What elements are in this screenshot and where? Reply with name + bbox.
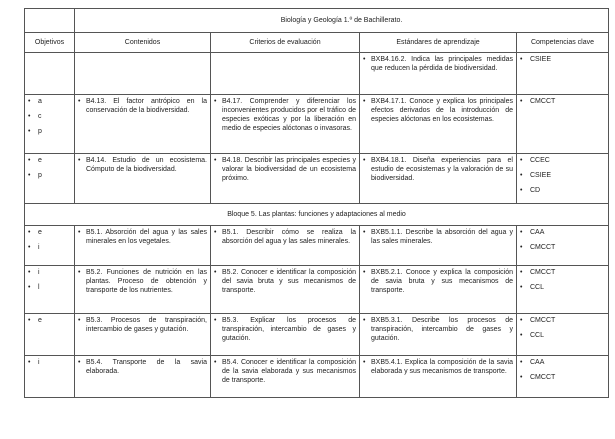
- competencia-item: • CMCCT: [520, 373, 605, 382]
- contenidos-item: [78, 97, 207, 115]
- curriculum-table: [24, 8, 609, 398]
- cell-contenidos: [75, 95, 211, 154]
- estandares-item: [363, 228, 513, 246]
- estandares-text: BXB5.3.1. Describe los procesos de transpiración, intercambio de gases y gutación.: [371, 317, 513, 342]
- criterios-text: B5.1. Describir cómo se realiza la absorción del agua y las sales minerales.: [222, 229, 356, 245]
- competencia-item: • CAA: [520, 358, 605, 367]
- criterios-text: B5.2. Conocer e identificar la composición del savia bruta y sus mecanismos de transporte.: [222, 269, 356, 294]
- criterios-text: B5.3. Explicar los procesos de transpiración, intercambio de gases y gutación.: [222, 317, 356, 342]
- bullet-icon: •: [214, 359, 217, 366]
- cell-criterios: [211, 53, 360, 95]
- header-row: [25, 33, 609, 53]
- cell-competencias: [517, 314, 609, 356]
- cell-criterios: [211, 226, 360, 266]
- competencia-item: • CMCCT: [520, 243, 605, 252]
- competencia-item: • CD: [520, 186, 605, 195]
- contenidos-item: [78, 156, 207, 174]
- competencia-item: • CAA: [520, 228, 605, 237]
- contenidos-text: B5.1. Absorción del agua y las sales minerales en los vegetales.: [86, 229, 207, 245]
- estandares-text: BXB4.18.1. Diseña experiencias para el estudio de ecosistemas y la valoración de su biodiversidad.: [371, 157, 513, 182]
- estandares-item: [363, 156, 513, 183]
- estandares-text: BXB5.1.1. Describe la absorción del agua y las sales minerales.: [371, 229, 513, 245]
- cell-competencias: [517, 266, 609, 314]
- estandares-item: [363, 358, 513, 376]
- cell-contenidos: [75, 226, 211, 266]
- objetivos-list: [28, 358, 71, 367]
- cell-objetivos: [25, 154, 75, 204]
- curriculum-document: [24, 8, 608, 398]
- bullet-icon: •: [214, 269, 217, 276]
- cell-contenidos: [75, 266, 211, 314]
- competencia-item: • CCEC: [520, 156, 605, 165]
- objetivo-item: • e: [28, 228, 71, 237]
- table-row: [25, 154, 609, 204]
- criterios-item: [214, 316, 356, 343]
- cell-estandares: [360, 226, 517, 266]
- estandares-item: [363, 97, 513, 124]
- title-blank-cell: [25, 9, 75, 33]
- cell-objetivos: [25, 226, 75, 266]
- contenidos-text: B4.13. El factor antrópico en la conservación de la biodiversidad.: [86, 98, 207, 114]
- criterios-item: [214, 228, 356, 246]
- header-objetivos: Objetivos: [25, 33, 75, 53]
- cell-competencias: [517, 53, 609, 95]
- objetivo-item: • i: [28, 243, 71, 252]
- cell-estandares: [360, 356, 517, 398]
- cell-criterios: [211, 314, 360, 356]
- competencia-item: • CSIEE: [520, 55, 605, 64]
- bullet-icon: •: [363, 229, 366, 236]
- bullet-icon: •: [363, 157, 366, 164]
- estandares-text: BXB4.16.2. Indica las principales medidas que reducen la pérdida de biodiversidad.: [371, 56, 513, 72]
- contenidos-item: [78, 268, 207, 295]
- objetivo-item: • c: [28, 112, 71, 121]
- competencias-list: [520, 55, 605, 64]
- contenidos-item: [78, 358, 207, 376]
- objetivo-item: • i: [28, 358, 71, 367]
- bullet-icon: •: [363, 359, 366, 366]
- cell-criterios: [211, 356, 360, 398]
- contenidos-text: B5.4. Transporte de la savia elaborada.: [86, 359, 207, 375]
- header-contenidos: Contenidos: [75, 33, 211, 53]
- header-criterios: Criterios de evaluación: [211, 33, 360, 53]
- competencia-item: • CMCCT: [520, 316, 605, 325]
- block4-rows: [25, 53, 609, 204]
- document-title: Biología y Geología 1.º de Bachillerato.: [75, 9, 609, 33]
- contenidos-text: B4.14. Estudio de un ecosistema. Cómputo de la biodiversidad.: [86, 157, 207, 173]
- table-row: [25, 226, 609, 266]
- bullet-icon: •: [214, 157, 217, 164]
- estandares-text: BXB5.4.1. Explica la composición de la savia elaborada y sus mecanismos de transporte.: [371, 359, 513, 375]
- cell-competencias: [517, 154, 609, 204]
- bullet-icon: •: [363, 317, 366, 324]
- bullet-icon: •: [214, 98, 217, 105]
- cell-objetivos: [25, 53, 75, 95]
- cell-estandares: [360, 154, 517, 204]
- bullet-icon: •: [78, 269, 81, 276]
- bullet-icon: •: [214, 317, 217, 324]
- objetivos-list: [28, 228, 71, 252]
- bullet-icon: •: [214, 229, 217, 236]
- cell-estandares: [360, 95, 517, 154]
- competencias-list: [520, 97, 605, 106]
- bullet-icon: •: [363, 98, 366, 105]
- cell-contenidos: [75, 356, 211, 398]
- estandares-item: [363, 55, 513, 73]
- contenidos-item: [78, 316, 207, 334]
- competencias-list: [520, 228, 605, 252]
- competencia-item: • CCL: [520, 331, 605, 340]
- criterios-text: B4.18. Describir las principales especies y valorar la biodiversidad de un ecosistema próximo.: [222, 157, 356, 182]
- objetivo-item: • p: [28, 171, 71, 180]
- competencias-list: [520, 268, 605, 292]
- objetivo-item: • l: [28, 283, 71, 292]
- bloque-heading: Bloque 5. Las plantas: funciones y adaptaciones al medio: [25, 204, 609, 226]
- criterios-text: B4.17. Comprender y diferenciar los inconvenientes producidos por el tráfico de especies exóticas y por la liberación en medio de especies alóctonas o invasoras.: [222, 98, 356, 132]
- criterios-text: B5.4. Conocer e identificar la composición de la savia elaborada y sus mecanismos de transporte.: [222, 359, 356, 384]
- bullet-icon: •: [78, 317, 81, 324]
- cell-objetivos: [25, 266, 75, 314]
- competencia-item: • CCL: [520, 283, 605, 292]
- bullet-icon: •: [78, 157, 81, 164]
- table-row: [25, 314, 609, 356]
- contenidos-text: B5.3. Procesos de transpiración, intercambio de gases y gutación.: [86, 317, 207, 333]
- competencia-item: • CMCCT: [520, 97, 605, 106]
- objetivos-list: [28, 97, 71, 136]
- objetivo-item: • p: [28, 127, 71, 136]
- bullet-icon: •: [363, 269, 366, 276]
- cell-criterios: [211, 95, 360, 154]
- cell-objetivos: [25, 95, 75, 154]
- bloque-row: [25, 204, 609, 226]
- contenidos-text: B5.2. Funciones de nutrición en las plantas. Proceso de obtención y transporte de los nutrientes.: [86, 269, 207, 294]
- estandares-item: [363, 316, 513, 343]
- criterios-item: [214, 358, 356, 385]
- cell-competencias: [517, 356, 609, 398]
- bullet-icon: •: [78, 229, 81, 236]
- objetivos-list: [28, 316, 71, 325]
- bullet-icon: •: [78, 359, 81, 366]
- table-row: [25, 53, 609, 95]
- competencias-list: [520, 156, 605, 195]
- objetivos-list: [28, 268, 71, 292]
- estandares-text: BXB5.2.1. Conoce y explica la composición de savia bruta y sus mecanismos de transporte.: [371, 269, 513, 294]
- table-row: [25, 266, 609, 314]
- objetivo-item: • a: [28, 97, 71, 106]
- competencias-list: [520, 358, 605, 382]
- cell-competencias: [517, 226, 609, 266]
- competencia-item: • CMCCT: [520, 268, 605, 277]
- criterios-item: [214, 268, 356, 295]
- cell-objetivos: [25, 314, 75, 356]
- cell-criterios: [211, 154, 360, 204]
- objetivo-item: • i: [28, 268, 71, 277]
- cell-contenidos: [75, 53, 211, 95]
- criterios-item: [214, 97, 356, 133]
- estandares-text: BXB4.17.1. Conoce y explica los principales efectos derivados de la introducción de especies alóctonas en los ecosistemas.: [371, 98, 513, 123]
- objetivo-item: • e: [28, 316, 71, 325]
- cell-contenidos: [75, 154, 211, 204]
- competencia-item: • CSIEE: [520, 171, 605, 180]
- cell-objetivos: [25, 356, 75, 398]
- table-row: [25, 356, 609, 398]
- bullet-icon: •: [78, 98, 81, 105]
- estandares-item: [363, 268, 513, 295]
- objetivo-item: • e: [28, 156, 71, 165]
- cell-criterios: [211, 266, 360, 314]
- cell-estandares: [360, 53, 517, 95]
- title-row: [25, 9, 609, 33]
- cell-contenidos: [75, 314, 211, 356]
- bullet-icon: •: [363, 56, 366, 63]
- header-estandares: Estándares de aprendizaje: [360, 33, 517, 53]
- competencias-list: [520, 316, 605, 340]
- contenidos-item: [78, 228, 207, 246]
- block5-rows: [25, 226, 609, 398]
- header-competencias: Competencias clave: [517, 33, 609, 53]
- cell-estandares: [360, 266, 517, 314]
- cell-competencias: [517, 95, 609, 154]
- criterios-item: [214, 156, 356, 183]
- table-row: [25, 95, 609, 154]
- cell-estandares: [360, 314, 517, 356]
- objetivos-list: [28, 156, 71, 180]
